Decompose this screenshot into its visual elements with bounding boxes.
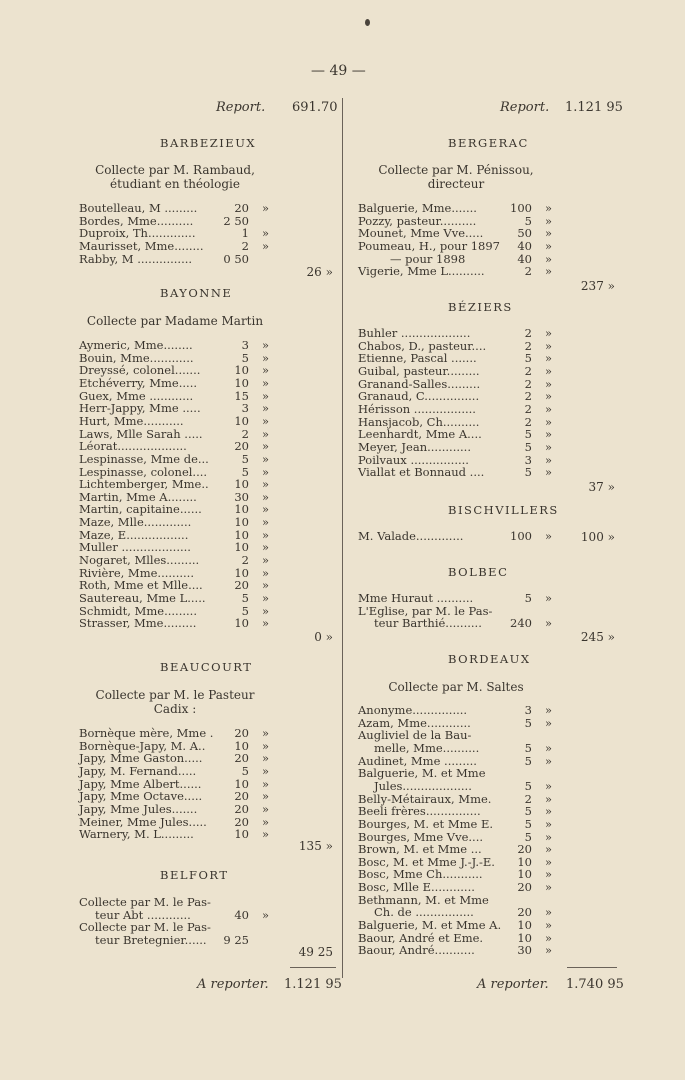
entry-amount: 2 50 (223, 213, 249, 228)
entry-name: Meiner, Mme Jules..... (79, 814, 207, 829)
entry-amount: 10 (234, 363, 249, 378)
entry-unit: » (545, 465, 553, 480)
entry-unit: » (545, 389, 553, 404)
entry-amount: 10 (234, 540, 249, 555)
entry-amount: 10 (517, 867, 532, 882)
entry-name: Vigerie, Mme L.......... (358, 264, 485, 279)
section-title: BAYONNE (160, 286, 233, 300)
entry-name: Maurisset, Mme........ (79, 238, 204, 253)
entry-unit: » (545, 427, 553, 442)
section-subtotal (555, 280, 615, 292)
entry-unit: » (262, 413, 270, 428)
entry-name: Bethmann, M. et Mme (358, 892, 489, 907)
entry-amount: 5 (524, 715, 532, 730)
subtotal-amount: 135 (298, 839, 322, 853)
entry-amount: 40 (517, 238, 532, 253)
entry-name: Beeli frères............... (358, 804, 481, 819)
entry-unit: » (545, 867, 553, 882)
collector-line: Collecte par M. Pénissou, (378, 163, 534, 177)
ink-dot (365, 19, 370, 26)
entry-amount: 10 (234, 527, 249, 542)
entry-unit: » (545, 616, 553, 631)
entry-amount: 10 (234, 738, 249, 753)
entry-unit: » (545, 264, 553, 279)
entry-name: Japy, Mme Albert...... (79, 776, 202, 791)
entry-amount: 2 (524, 401, 532, 416)
entry-amount: 5 (524, 816, 532, 831)
entry-name: Brown, M. et Mme ... (358, 842, 482, 857)
entry-name: Schmidt, Mme......... (79, 603, 197, 618)
entry-amount: 3 (524, 703, 532, 717)
section-subtotal (555, 631, 615, 643)
entry-name: Japy, Mme Gaston..... (79, 751, 203, 766)
entry-unit: » (545, 326, 553, 340)
page-number: — 49 — (311, 63, 366, 79)
entry-amount: 15 (234, 388, 249, 403)
entry-amount: 20 (234, 578, 249, 593)
entry-name: Lespinasse, colonel.... (79, 464, 208, 479)
subtotal-unit: » (607, 530, 615, 544)
left-reporter-total: 1.121 95 (284, 977, 342, 992)
entry-unit: » (545, 740, 553, 755)
entry-unit: » (262, 776, 270, 791)
subtotal-amount: 0 (314, 630, 322, 644)
column-divider (342, 98, 343, 978)
entry-name: Rabby, M ............... (79, 251, 193, 266)
entry-unit: » (262, 603, 270, 618)
entry-unit: » (545, 703, 553, 717)
entry-unit: » (545, 414, 553, 429)
entry-amount: 5 (524, 804, 532, 819)
entry-unit: » (545, 338, 553, 353)
entry-unit: » (262, 738, 270, 753)
collector-note (65, 688, 285, 716)
entry-unit: » (262, 464, 270, 479)
entry-name: Japy, M. Fernand..... (79, 763, 197, 778)
section-subtotal (555, 481, 615, 493)
section-subtotal (273, 946, 333, 958)
entry-unit: » (545, 854, 553, 869)
entry-name: Meyer, Jean............ (358, 439, 471, 454)
entry-name: Nogaret, Mlles......... (79, 553, 200, 568)
entry-amount: 0 50 (223, 251, 249, 266)
entry-amount: 20 (234, 439, 249, 454)
entry-name: M. Valade............. (358, 529, 464, 543)
entry-name: Augliviel de la Bau- (358, 728, 472, 743)
entry-unit: » (262, 338, 270, 352)
section-title: BORDEAUX (448, 652, 531, 666)
entry-amount: 5 (241, 603, 249, 618)
entry-name: Collecte par M. le Pas- (79, 920, 211, 935)
entry-unit: » (545, 376, 553, 391)
entry-amount: 10 (234, 565, 249, 580)
entry-name: Balguerie, Mme....... (358, 201, 477, 215)
entry-name: — pour 1898 (390, 251, 466, 266)
entry-name: melle, Mme.......... (374, 740, 480, 755)
entry-name: Chabos, D., pasteur.... (358, 338, 487, 353)
entry-name: Lichtemberger, Mme.. (79, 477, 209, 492)
section-subtotal (273, 840, 333, 852)
entry-name: Balguerie, M. et Mme (358, 766, 486, 781)
entry-amount: 1 (241, 226, 249, 241)
entry-name: Muller ................... (79, 540, 191, 555)
entry-name: Guex, Mme ............ (79, 388, 194, 403)
entry-name: Aymeric, Mme........ (79, 338, 193, 352)
entry-amount: 5 (524, 351, 532, 366)
entry-unit: » (262, 363, 270, 378)
entry-name: Bosc, Mlle E............ (358, 880, 475, 895)
collector-note (65, 314, 285, 328)
entry-unit: » (545, 213, 553, 228)
entry-name: Hansjacob, Ch.......... (358, 414, 480, 429)
entry-amount: 5 (524, 591, 532, 605)
entry-unit: » (262, 540, 270, 555)
entry-unit: » (262, 502, 270, 517)
entry-amount: 10 (234, 616, 249, 631)
entry-name: Maze, Mlle............. (79, 515, 192, 530)
entry-unit: » (262, 789, 270, 804)
entry-name: Japy, Mme Jules....... (79, 801, 198, 816)
entry-amount: 5 (524, 427, 532, 442)
entry-amount: 10 (234, 776, 249, 791)
entry-name: Bornèque-Japy, M. A.. (79, 738, 206, 753)
entry-name: teur Barthié.......... (374, 616, 482, 631)
entry-amount: 10 (234, 413, 249, 428)
entry-amount: 5 (524, 213, 532, 228)
collector-line: Cadix : (153, 702, 197, 716)
entry-amount: 20 (517, 905, 532, 920)
entry-amount: 10 (234, 477, 249, 492)
entry-name: Etienne, Pascal ....... (358, 351, 477, 366)
section-title: BERGERAC (448, 136, 529, 150)
entry-unit: » (545, 943, 553, 958)
entry-unit: » (262, 515, 270, 530)
entry-unit: » (545, 791, 553, 806)
entry-unit: » (262, 553, 270, 568)
entry-amount: 20 (234, 726, 249, 740)
entry-amount: 2 (524, 363, 532, 378)
entry-name: Baour, André et Eme. (358, 930, 484, 945)
entry-unit: » (262, 616, 270, 631)
left-report-total: 691.70 (292, 100, 338, 115)
entry-amount: 30 (517, 943, 532, 958)
entry-amount: 5 (524, 465, 532, 480)
entry-unit: » (262, 350, 270, 365)
entry-name: Duproix, Th............. (79, 226, 196, 241)
subtotal-unit: » (325, 839, 333, 853)
entry-unit: » (545, 829, 553, 844)
entry-unit: » (262, 565, 270, 580)
entry-unit: » (545, 753, 553, 768)
entry-amount: 30 (234, 489, 249, 504)
entry-name: Jules................... (374, 778, 472, 793)
collector-line: Collecte par M. Saltes (388, 680, 524, 694)
entry-amount: 3 (241, 338, 249, 352)
entry-amount: 40 (234, 907, 249, 922)
entry-amount: 5 (524, 778, 532, 793)
entry-amount: 20 (234, 814, 249, 829)
entry-unit: » (262, 426, 270, 441)
entry-unit: » (545, 439, 553, 454)
left-report-label: Report. (216, 100, 266, 115)
entry-unit: » (545, 918, 553, 933)
entry-name: Poumeau, H., pour 1897 (358, 238, 500, 253)
entry-name: Granaud, C............... (358, 389, 480, 404)
entry-unit: » (545, 363, 553, 378)
entry-unit: » (545, 591, 553, 605)
entry-amount: 5 (524, 439, 532, 454)
collector-note (346, 163, 566, 191)
entry-amount: 240 (510, 616, 532, 631)
entry-name: Bourges, M. et Mme E. (358, 816, 494, 831)
right-total-rule (567, 967, 617, 968)
collector-line: Collecte par Madame Martin (86, 314, 264, 328)
entry-name: Granand-Salles......... (358, 376, 481, 391)
right-reporter-total: 1.740 95 (566, 977, 624, 992)
entry-unit: » (545, 930, 553, 945)
right-reporter-label: A reporter. (477, 977, 549, 992)
subtotal-amount: 26 (306, 265, 322, 279)
collector-line: Collecte par M. Rambaud, (95, 163, 255, 177)
entry-name: Viallat et Bonnaud .... (358, 465, 485, 480)
entry-unit: » (262, 439, 270, 454)
entry-name: Laws, Mlle Sarah ..... (79, 426, 203, 441)
entry-unit: » (262, 801, 270, 816)
entry-unit: » (545, 251, 553, 266)
subtotal-amount: 100 (580, 530, 604, 544)
entry-name: Anonyme............... (358, 703, 468, 717)
entry-name: Martin, Mme A........ (79, 489, 197, 504)
entry-amount: 5 (241, 350, 249, 365)
entry-name: Maze, E................. (79, 527, 189, 542)
entry-unit: » (545, 715, 553, 730)
entry-name: Poilvaux ................ (358, 452, 469, 467)
entry-amount: 10 (517, 930, 532, 945)
entry-name: Hérisson ................. (358, 401, 476, 416)
entry-name: Warnery, M. L......... (79, 827, 194, 842)
entry-amount: 100 (510, 201, 532, 215)
entry-amount: 10 (234, 502, 249, 517)
entry-unit: » (262, 763, 270, 778)
collector-note (65, 163, 285, 191)
collector-line: directeur (427, 177, 485, 191)
entry-name: Strasser, Mme......... (79, 616, 197, 631)
entry-amount: 10 (517, 854, 532, 869)
entry-unit: » (262, 477, 270, 492)
entry-unit: » (262, 726, 270, 740)
subtotal-amount: 37 (588, 480, 604, 494)
entry-name: Lespinasse, Mme de... (79, 451, 209, 466)
entry-unit: » (262, 238, 270, 253)
entry-amount: 2 (241, 553, 249, 568)
entry-amount: 2 (524, 264, 532, 279)
entry-name: Bourges, Mme Vve.... (358, 829, 484, 844)
left-total-rule (290, 967, 336, 968)
entry-amount: 9 25 (223, 932, 249, 947)
collector-line: étudiant en théologie (110, 177, 240, 191)
entry-unit: » (262, 827, 270, 842)
entry-unit: » (262, 388, 270, 403)
entry-name: Guibal, pasteur......... (358, 363, 480, 378)
collector-line: Collecte par M. le Pasteur (95, 688, 255, 702)
entry-name: Roth, Mme et Mlle.... (79, 578, 203, 593)
entry-amount: 5 (524, 829, 532, 844)
section-title: BELFORT (160, 868, 229, 882)
section-subtotal (555, 531, 615, 543)
subtotal-amount: 49 25 (298, 945, 333, 959)
entry-name: teur Bretegnier...... (95, 932, 207, 947)
entry-amount: 20 (234, 801, 249, 816)
section-title: BÉZIERS (448, 300, 513, 314)
entry-amount: 5 (241, 591, 249, 605)
entry-amount: 5 (524, 753, 532, 768)
entry-unit: » (545, 226, 553, 241)
subtotal-amount: 237 (580, 279, 604, 293)
subtotal-unit: » (607, 480, 615, 494)
entry-amount: 3 (241, 401, 249, 416)
entry-name: Sautereau, Mme L..... (79, 591, 206, 605)
entry-unit: » (545, 238, 553, 253)
section-title: BOLBEC (448, 565, 509, 579)
entry-name: Mme Huraut .......... (358, 591, 474, 605)
entry-amount: 2 (524, 791, 532, 806)
entry-amount: 2 (241, 238, 249, 253)
entry-unit: » (262, 814, 270, 829)
entry-amount: 2 (524, 389, 532, 404)
entry-unit: » (545, 778, 553, 793)
entry-unit: » (545, 880, 553, 895)
entry-amount: 20 (517, 842, 532, 857)
entry-unit: » (545, 401, 553, 416)
entry-name: Pozzy, pasteur.......... (358, 213, 477, 228)
entry-unit: » (545, 905, 553, 920)
right-report-label: Report. (500, 100, 550, 115)
entry-amount: 5 (241, 464, 249, 479)
section-title: BEAUCOURT (160, 660, 253, 674)
entry-name: Audinet, Mme ......... (358, 753, 477, 768)
entry-amount: 3 (524, 452, 532, 467)
entry-name: Léorat................... (79, 439, 187, 454)
entry-unit: » (545, 201, 553, 215)
entry-unit: » (262, 375, 270, 390)
subtotal-unit: » (325, 630, 333, 644)
entry-name: Etchéverry, Mme..... (79, 375, 198, 390)
entry-unit: » (545, 816, 553, 831)
entry-amount: 40 (517, 251, 532, 266)
entry-name: Mounet, Mme Vve..... (358, 226, 484, 241)
entry-amount: 5 (241, 763, 249, 778)
entry-unit: » (262, 591, 270, 605)
entry-amount: 2 (524, 376, 532, 391)
entry-name: Martin, capitaine...... (79, 502, 202, 517)
entry-unit: » (545, 351, 553, 366)
entry-amount: 10 (234, 515, 249, 530)
entry-name: Herr-Jappy, Mme ..... (79, 401, 201, 416)
entry-unit: » (545, 529, 553, 543)
entry-amount: 5 (241, 451, 249, 466)
entry-name: Hurt, Mme........... (79, 413, 184, 428)
entry-name: Bosc, M. et Mme J.-J.-E. (358, 854, 495, 869)
entry-name: Bosc, Mme Ch........... (358, 867, 483, 882)
entry-unit: » (545, 804, 553, 819)
entry-amount: 10 (234, 375, 249, 390)
entry-unit: » (262, 751, 270, 766)
entry-unit: » (262, 451, 270, 466)
entry-name: Ch. de ................ (374, 905, 474, 920)
entry-unit: » (262, 201, 270, 215)
collector-note (346, 680, 566, 694)
entry-name: Azam, Mme............ (358, 715, 471, 730)
entry-amount: 10 (517, 918, 532, 933)
entry-unit: » (262, 527, 270, 542)
entry-amount: 10 (234, 827, 249, 842)
entry-name: Bouin, Mme............ (79, 350, 194, 365)
entry-amount: 5 (524, 740, 532, 755)
entry-amount: 20 (234, 789, 249, 804)
entry-name: Japy, Mme Octave..... (79, 789, 203, 804)
entry-unit: » (262, 401, 270, 416)
entry-name: Rivière, Mme.......... (79, 565, 194, 580)
entry-amount: 20 (234, 751, 249, 766)
entry-name: Leenhardt, Mme A.... (358, 427, 482, 442)
entry-name: Bordes, Mme.......... (79, 213, 194, 228)
right-report-total: 1.121 95 (565, 100, 623, 115)
entry-name: Baour, André........... (358, 943, 475, 958)
entry-amount: 100 (510, 529, 532, 543)
entry-name: Collecte par M. le Pas- (79, 895, 211, 909)
entry-amount: 2 (241, 426, 249, 441)
entry-amount: 2 (524, 414, 532, 429)
entry-name: Belly-Métairaux, Mme. (358, 791, 492, 806)
entry-amount: 2 (524, 338, 532, 353)
section-subtotal (273, 266, 333, 278)
entry-unit: » (262, 489, 270, 504)
entry-name: Dreyssé, colonel....... (79, 363, 201, 378)
entry-name: Bornèque mère, Mme . (79, 726, 214, 740)
entry-amount: 50 (517, 226, 532, 241)
entry-name: teur Abt ............ (95, 907, 191, 922)
entry-amount: 20 (234, 201, 249, 215)
subtotal-unit: » (325, 265, 333, 279)
subtotal-unit: » (607, 279, 615, 293)
entry-name: Buhler ................... (358, 326, 471, 340)
subtotal-amount: 245 (580, 630, 604, 644)
entry-unit: » (545, 452, 553, 467)
entry-name: Boutelleau, M ......... (79, 201, 198, 215)
entry-name: Balguerie, M. et Mme A. (358, 918, 502, 933)
entry-unit: » (262, 578, 270, 593)
entry-unit: » (262, 226, 270, 241)
section-title: BISCHVILLERS (448, 503, 559, 517)
entry-amount: 2 (524, 326, 532, 340)
left-reporter-label: A reporter. (197, 977, 269, 992)
section-title: BARBEZIEUX (160, 136, 257, 150)
entry-amount: 20 (517, 880, 532, 895)
entry-unit: » (262, 907, 270, 922)
section-subtotal (273, 631, 333, 643)
entry-name: L'Eglise, par M. le Pas- (358, 603, 493, 618)
entry-unit: » (545, 842, 553, 857)
subtotal-unit: » (607, 630, 615, 644)
